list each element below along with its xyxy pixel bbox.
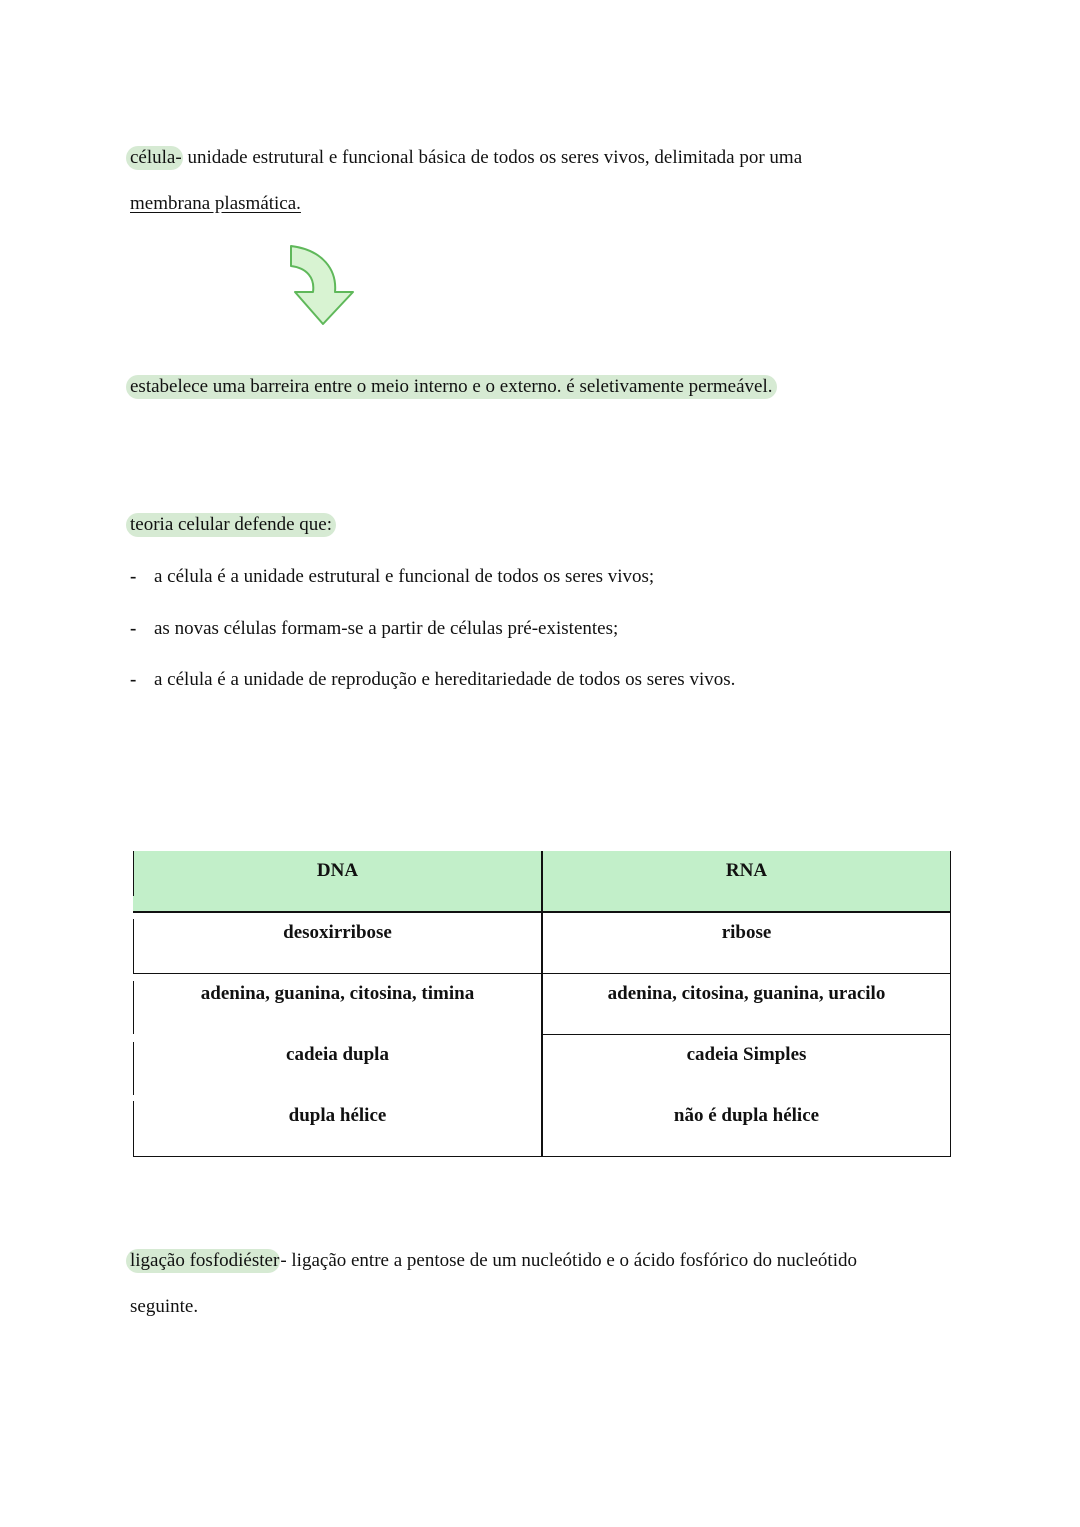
celula-definition-line1 [130,146,802,170]
table-cell: desoxirribose [283,922,392,943]
table-header-dna: DNA [316,860,359,881]
ligacao-definition-line1 [130,1249,857,1273]
membrana-note-text: estabelece uma barreira entre o meio interno e o externo. é seletivamente permeável. [126,375,777,399]
list-item [130,565,654,589]
bullet-dash: - [130,669,137,690]
dna-rna-table [133,851,951,1157]
list-item [130,668,735,692]
bullet-dash: - [130,566,137,587]
table-border [541,851,543,1157]
list-item [130,617,618,641]
table-border [133,1042,134,1095]
ligacao-definition-line2: seguinte. [130,1296,199,1317]
table-border [133,919,134,974]
table-header-rna: RNA [725,860,768,881]
table-cell: adenina, citosina, guanina, uracilo [607,983,886,1004]
table-border [542,1034,951,1035]
table-border [950,851,951,1157]
table-cell: cadeia Simples [686,1044,807,1065]
table-border [133,981,134,1034]
table-border [133,851,134,896]
table-cell: adenina, guanina, citosina, timina [200,983,475,1004]
ligacao-term: ligação fosfodiéster [126,1249,280,1273]
celula-term: célula- [126,146,183,170]
table-border [133,1156,951,1157]
membrana-note [130,375,777,399]
table-cell: ribose [721,922,772,943]
curved-arrow-down-icon [285,240,361,330]
teoria-heading [130,513,336,537]
table-cell: não é dupla hélice [673,1105,820,1126]
ligacao-definition-text: - ligação entre a pentose de um nucleótido e o ácido fosfórico do nucleótido [280,1250,857,1271]
table-border [133,1101,134,1157]
table-border [133,973,951,974]
bullet-dash: - [130,618,137,639]
celula-definition-text: unidade estrutural e funcional básica de todos os seres vivos, delimitada por uma [182,147,803,168]
teoria-heading-text: teoria celular defende que: [126,513,336,537]
table-cell: cadeia dupla [286,1044,389,1065]
table-border [133,911,951,913]
membrana-plasmatica-link-text: membrana plasmática. [130,193,301,214]
table-cell: dupla hélice [288,1105,387,1126]
teoria-item-3: a célula é a unidade de reprodução e hereditariedade de todos os seres vivos. [154,669,736,690]
teoria-item-1: a célula é a unidade estrutural e funcional de todos os seres vivos; [154,566,655,587]
teoria-item-2: as novas células formam-se a partir de células pré-existentes; [154,618,619,639]
